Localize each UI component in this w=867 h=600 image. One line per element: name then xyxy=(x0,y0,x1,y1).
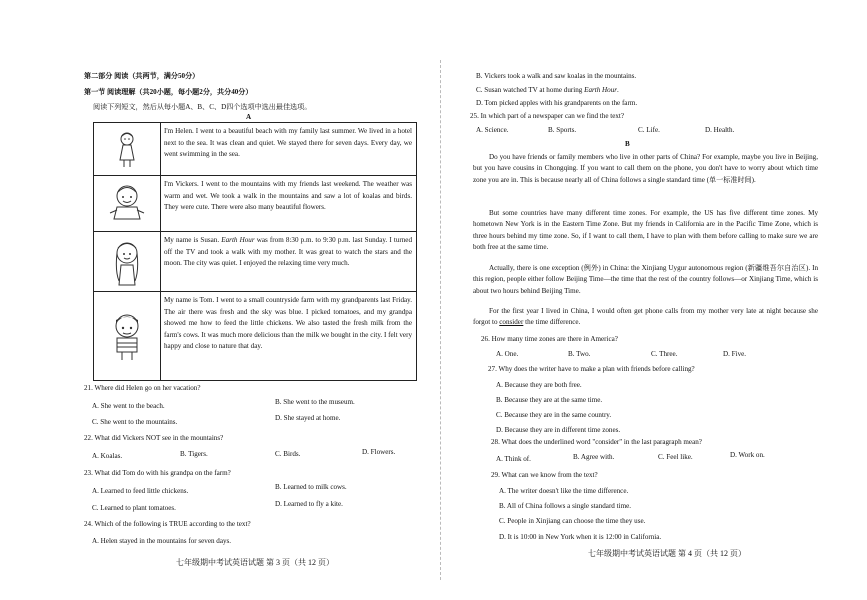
vickers-picture xyxy=(94,176,161,231)
tom-picture xyxy=(94,292,161,380)
q26-option-d: D. Five. xyxy=(723,350,747,358)
q25-option-c: C. Life. xyxy=(638,126,660,134)
q26-stem: 26. How many time zones are there in America? xyxy=(481,335,618,343)
q21-option-a: A. She went to the beach. xyxy=(92,402,165,410)
underlined-word-consider: consider xyxy=(499,318,524,327)
q23-option-a: A. Learned to feed little chickens. xyxy=(92,487,189,495)
passage-a-vickers: I'm Vickers. I went to the mountains with my friends last weekend. The weather was warm and wet. We took a walk in the mountains and saw a lot of koalas and birds. They were cute. There were also many beautiful flowers. xyxy=(164,180,412,211)
q25-stem: 25. In which part of a newspaper can we find the text? xyxy=(470,112,625,120)
q23-option-d: D. Learned to fly a kite. xyxy=(275,500,343,508)
susan-text-before: My name is Susan. xyxy=(164,236,222,244)
table-row xyxy=(94,232,416,292)
q24-option-c xyxy=(476,86,619,95)
q28-option-a: A. Think of. xyxy=(496,455,531,463)
right-page xyxy=(433,0,867,600)
section-title: 第二部分 阅读（共两节，满分50分） xyxy=(84,72,200,80)
q24c-italic: Earth Hour xyxy=(584,86,618,94)
q28-option-b: B. Agree with. xyxy=(573,453,615,461)
q22-option-b: B. Tigers. xyxy=(180,450,208,458)
q29-option-b: B. All of China follows a single standard time. xyxy=(499,502,632,510)
q29-option-a: A. The writer doesn't like the time difference. xyxy=(499,487,629,495)
q21-option-d: D. She stayed at home. xyxy=(275,414,341,422)
q24c-before: C. Susan watched TV at home during xyxy=(476,86,585,94)
q27-option-b: B. Because they are at the same time. xyxy=(496,396,603,404)
q21-option-c: C. She went to the mountains. xyxy=(92,418,178,426)
q27-stem: 27. Why does the writer have to make a plan with friends before calling? xyxy=(488,365,695,373)
passage-a-label: A xyxy=(246,113,252,121)
q27-option-c: C. Because they are in the same country. xyxy=(496,411,612,419)
q25-option-d: D. Health. xyxy=(705,126,735,134)
boy-standing-icon xyxy=(107,310,147,362)
q22-option-d: D. Flowers. xyxy=(362,448,396,456)
q27-option-a: A. Because they are both free. xyxy=(496,381,582,389)
q26-option-a: A. One. xyxy=(496,350,519,358)
passage-b-paragraph-4: For the first year I lived in China, I would often get phone calls from my mother very late at night because she forgot to consider the time difference. xyxy=(473,307,818,327)
q21-option-b: B. She went to the museum. xyxy=(275,398,355,406)
q26-option-c: C. Three. xyxy=(651,350,678,358)
girl-icon xyxy=(116,130,138,168)
helen-picture xyxy=(94,123,161,175)
q21-stem: 21. Where did Helen go on her vacation? xyxy=(84,384,201,392)
q24-option-d: D. Tom picked apples with his grandparents on the farm. xyxy=(476,99,638,107)
passage-b-paragraph-2: But some countries have many different time zones. For example, the US has five different time zones. My hometown New York is in the Eastern Time Zone. But my friends in California are in the Pacific Time Zone, which is three hours behind my time zone. So, if I want to call them, I have to plan with them before calling to make sure we are both free at the same time. xyxy=(473,209,818,252)
instruction: 阅读下列短文，然后从每小题A、B、C、D四个选项中选出最佳选项。 xyxy=(93,103,312,111)
susan-picture xyxy=(94,232,161,291)
q26-option-b: B. Two. xyxy=(568,350,591,358)
table-row xyxy=(94,123,416,176)
q27-option-d: D. Because they are in different time zones. xyxy=(496,426,621,434)
q25-option-a: A. Science. xyxy=(476,126,509,134)
q24-option-a: A. Helen stayed in the mountains for seven days. xyxy=(92,537,232,545)
passage-a-table xyxy=(93,122,417,381)
q23-option-b: B. Learned to milk cows. xyxy=(275,483,347,491)
q24c-after: . xyxy=(617,86,619,94)
q28-stem: 28. What does the underlined word "consider" in the last paragraph mean? xyxy=(491,438,702,446)
q24-option-b: B. Vickers took a walk and saw koalas in the mountains. xyxy=(476,72,637,80)
right-footer: 七年级期中考试英语试题 第 4 页（共 12 页） xyxy=(588,549,746,558)
subsection-title: 第一节 阅读理解（共20小题，每小题2分，共分40分） xyxy=(84,88,253,96)
boy-sitting-icon xyxy=(106,183,148,225)
q29-stem: 29. What can we know from the text? xyxy=(491,471,598,479)
passage-a-helen: I'm Helen. I went to a beautiful beach with my family last summer. We lived in a hotel next to the sea. It was clean and quiet. We stayed there for seven days. Every day, we went swimming in the sea. xyxy=(164,127,412,158)
q29-option-d: D. It is 10:00 in New York when it is 12:00 in California. xyxy=(499,533,662,541)
q23-option-c: C. Learned to plant tomatoes. xyxy=(92,504,176,512)
q28-option-c: C. Feel like. xyxy=(658,453,693,461)
q22-option-c: C. Birds. xyxy=(275,450,301,458)
susan-text-after: was from 8:30 p.m. to 9:30 p.m. last Sunday. I turned off the TV and took a walk with my mother. It was great to watch the stars and the moon. The city was quiet. I enjoyed the relaxing time very much. xyxy=(164,236,412,267)
passage-b-label: B xyxy=(625,140,630,148)
left-page xyxy=(0,0,433,600)
q24-stem: 24. Which of the following is TRUE according to the text? xyxy=(84,520,251,528)
q23-stem: 23. What did Tom do with his grandpa on the farm? xyxy=(84,469,231,477)
q29-option-c: C. People in Xinjiang can choose the time they use. xyxy=(499,517,646,525)
passage-a-tom: My name is Tom. I went to a small countryside farm with my grandparents last Friday. The air there was fresh and the sky was blue. I picked tomatoes, and my grandpa showed me how to feed the little chickens. We also tasted the fresh milk from the farm's cows. It was much more delicious than the milk we bought in the city. I felt very happy and close to nature that day. xyxy=(164,296,412,350)
q22-option-a: A. Koalas. xyxy=(92,452,123,460)
table-row xyxy=(94,292,416,380)
q22-stem: 22. What did Vickers NOT see in the mountains? xyxy=(84,434,224,442)
earth-hour-italic: Earth Hour xyxy=(221,236,255,244)
passage-b-paragraph-3: Actually, there is one exception (例外) in China: the Xinjiang Uygur autonomous region (新疆维吾尔自治区). In this region, people either follow Beijing Time—the time that the rest of the country follows—or Xinjiang Time, which is about two hours behind Beijing Time. xyxy=(473,264,818,295)
girl-long-hair-icon xyxy=(109,237,145,287)
left-footer: 七年级期中考试英语试题 第 3 页（共 12 页） xyxy=(176,558,334,567)
q28-option-d: D. Work on. xyxy=(730,451,765,459)
table-row xyxy=(94,176,416,232)
passage-b-paragraph-1: Do you have friends or family members who live in other parts of China? For example, maybe you live in Beijing, but you have cousins in Chongqing. If you want to call them on the phone, you don't have to worry about which time zone you are in. This is because nearly all of China follows a single standard time (单一标准时间). xyxy=(473,153,818,184)
q25-option-b: B. Sports. xyxy=(548,126,577,134)
passage-a-susan xyxy=(164,235,412,270)
